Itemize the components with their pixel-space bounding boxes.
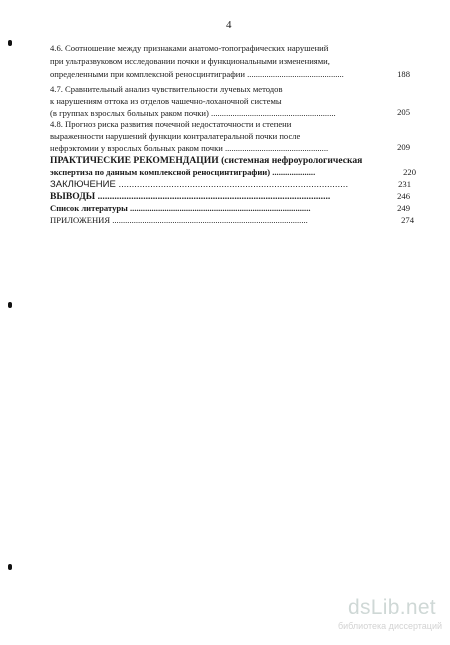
toc-entry-4-8-page: 209: [397, 142, 410, 152]
toc-entry-appendices-page: 274: [401, 215, 414, 225]
toc-entry-4-6-line1: 4.6. Соотношение между признаками анатомо-топографических нарушений: [50, 43, 329, 53]
dslib-watermark: [338, 596, 442, 636]
toc-entry-4-6-page: 188: [397, 69, 410, 79]
toc-entry-findings-page: 246: [397, 191, 410, 201]
toc-entry-4-7-page: 205: [397, 107, 410, 117]
binder-hole-middle: [8, 302, 12, 308]
toc-entry-recommendations-page: 220: [403, 167, 416, 177]
toc-entry-conclusion-page: 231: [398, 179, 411, 189]
toc-entry-findings: ВЫВОДЫ .................................................................................................: [50, 191, 331, 202]
toc-entry-4-8-line3: нефрэктомии у взрослых больных раком почки ................................................: [50, 143, 329, 153]
dslib-subtitle: библиотека диссертаций: [338, 621, 443, 631]
toc-entry-appendices: ПРИЛОЖЕНИЯ ...........................................................................................: [50, 215, 308, 225]
toc-entry-4-8-line1: 4.8. Прогноз риска развития почечной недостаточности и степени: [50, 119, 292, 129]
toc-entry-references-page: 249: [397, 203, 410, 213]
toc-entry-4-6-line2: при ультразвуковом исследовании почки и функциональными изменениями,: [50, 56, 330, 66]
toc-entry-4-8-line2: выраженности нарушений функции контралатеральной почки после: [50, 131, 301, 141]
binder-hole-bottom: [8, 564, 12, 570]
toc-entry-4-7-line3: (в группах взрослых больных раком почки) ..........................................................: [50, 108, 336, 118]
toc-entry-conclusion: ЗАКЛЮЧЕНИЕ .......................................................................................: [50, 179, 349, 190]
toc-entry-references: Список литературы ....................................................................................: [50, 203, 311, 213]
dslib-logo: dsLib.net: [348, 596, 436, 619]
binder-hole-top: [8, 40, 12, 46]
toc-entry-4-7-line1: 4.7. Сравнительный анализ чувствительности лучевых методов: [50, 84, 283, 94]
toc-entry-4-6-line3: определенными при комплексной реносцинтиграфии .............................................: [50, 69, 344, 79]
page-number: 4: [226, 19, 232, 31]
toc-entry-recommendations-line2: экспертиза по данным комплексной реносцинтиграфии) ....................: [50, 167, 316, 177]
toc-entry-recommendations-line1: ПРАКТИЧЕСКИЕ РЕКОМЕНДАЦИИ (системная нефроурологическая: [50, 155, 363, 166]
toc-entry-4-7-line2: к нарушениям оттока из отделов чашечно-лоханочной системы: [50, 96, 282, 106]
